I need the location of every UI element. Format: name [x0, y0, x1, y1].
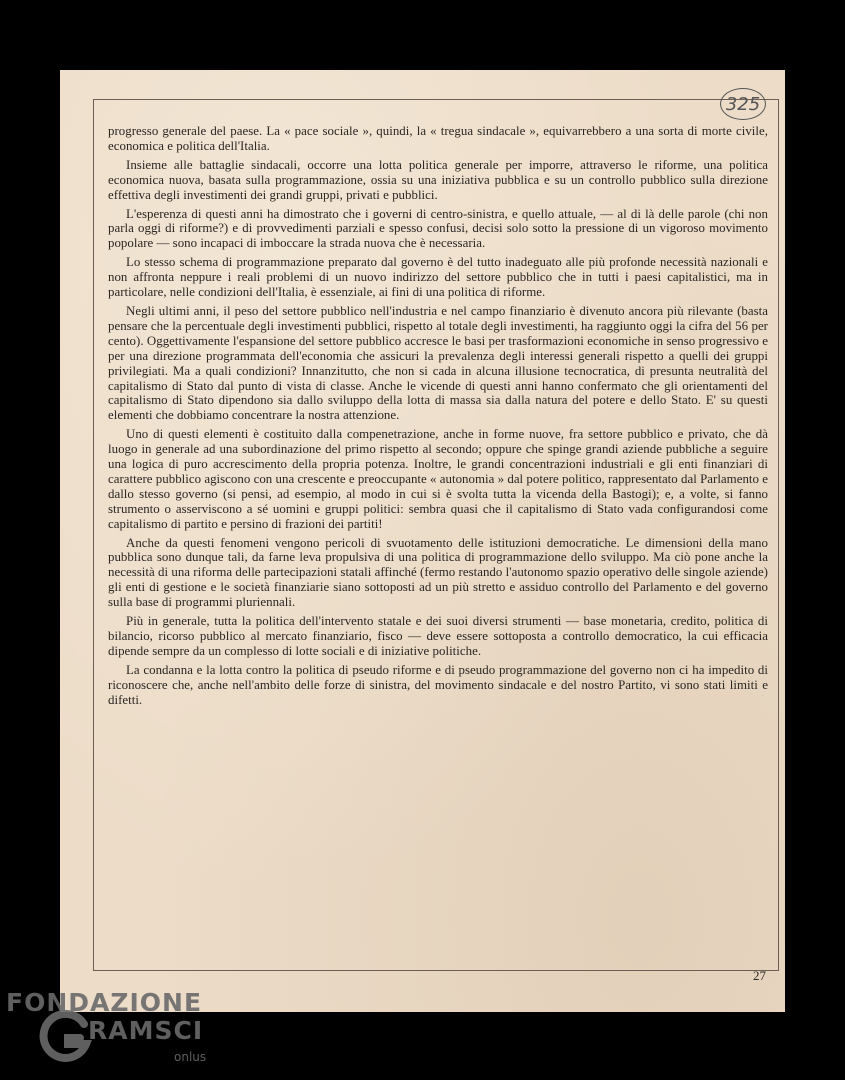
paragraph-7: Anche da questi fenomeni vengono pericoli di svuotamento delle istituzioni democratiche. Le dimensioni della mano pubblica sono dunque tali, da farne leva propulsiva di una politica di programmazione dello sviluppo. Ma ciò pone anche la necessità di una riforma delle partecipazioni statali affinché (fermo restando l'autonomo spazio operativo delle singole aziende) gli enti di gestione e le società finanziarie siano sottoposti ad un più stretto e assiduo controllo del Parlamento e del governo sulla base di programmi pluriennali.: [108, 535, 768, 610]
paragraph-1: progresso generale del paese. La « pace sociale », quindi, la « tregua sindacale », equivarrebbero a una sorta di morte civile, economica e politica dell'Italia.: [108, 124, 768, 153]
paragraph-2: Insieme alle battaglie sindacali, occorre una lotta politica generale per imporre, attraverso le riforme, una politica economica nuova, basata sulla programmazione, ossia su una iniziativa pubblica e su un controllo pubblico sulla direzione effettiva degli investimenti dei grandi gruppi, privati e pubblici.: [108, 157, 768, 202]
watermark-line-1: FONDAZIONE: [6, 988, 203, 1017]
gramsci-g-logo-icon: [38, 1010, 94, 1066]
watermark-line-2: RAMSCI: [88, 1016, 204, 1045]
paragraph-5: Negli ultimi anni, il peso del settore pubblico nell'industria e nel campo finanziario è divenuto ancora più rilevante (basta pensare che la percentuale degli investimenti pubblici, rispetto al totale degli investimenti, ha raggiunto oggi la cifra del 56 per cento). Oggettivamente l'espansione del settore pubblico accresce le basi per trasformazioni economiche in senso progressivo e per una direzione programmata dell'economia che assicuri la prevalenza degli interessi generali rispetto a quelli dei gruppi privilegiati. Ma a quali condizioni? Innanzitutto, che non si cada in alcuna illusione tecnocratica, di presunta neutralità del capitalismo di Stato dal punto di vista di classe. Anche le vicende di questi anni hanno confermato che gli orientamenti del capitalismo di Stato dipendono sia dallo sviluppo della lotta di massa sia dalla natura del potere e dello Stato. E' su questi elementi che dobbiamo concentrare la nostra attenzione.: [108, 303, 768, 423]
watermark-line-3: onlus: [174, 1050, 207, 1064]
scanned-page: [60, 70, 785, 1012]
paragraph-6: Uno di questi elementi è costituito dalla compenetrazione, anche in forme nuove, fra settore pubblico e privato, che dà luogo in generale ad una subordinazione del primo rispetto al secondo; oppure che spinge grandi aziende pubbliche a seguire una logica di puro accrescimento della propria potenza. Inoltre, le grandi concentrazioni industriali e gli enti finanziari di carattere pubblico agiscono con una crescente e preoccupante « autonomia » dal potere politico, rappresentato dal Parlamento e dallo stesso governo (si pensi, ad esempio, al modo in cui si è svolta tutta la vicenda della Bastogi); e, a volte, si fanno strumento o asserviscono a sé uomini e gruppi politici: sembra quasi che il capitalismo di Stato vada configurandosi come capitalismo di partito e persino di frazioni dei partiti!: [108, 427, 768, 531]
paragraph-4: Lo stesso schema di programmazione preparato dal governo è del tutto inadeguato alle più profonde necessità nazionali e non affronta neppure i reali problemi di un nuovo indirizzo del settore pubblico che in tutti i paesi capitalistici, ma in particolare, nelle condizioni dell'Italia, è essenziale, ai fini di una politica di riforme.: [108, 255, 768, 300]
fondazione-gramsci-watermark: [6, 984, 226, 1080]
body-text: [108, 124, 768, 712]
paragraph-9: La condanna e la lotta contro la politica di pseudo riforme e di pseudo programmazione del governo non ci ha impedito di riconoscere che, anche nell'ambito delle forze di sinistra, del movimento sindacale e del nostro Partito, vi sono stati limiti e difetti.: [108, 662, 768, 707]
paragraph-8: Più in generale, tutta la politica dell'intervento statale e dei suoi diversi strumenti — base monetaria, credito, politica di bilancio, ricorso pubblico al mercato finanziario, fisco — deve essere sottoposta a controllo democratico, la cui efficacia dipende sempre da un complesso di lotte sociali e di iniziative politiche.: [108, 614, 768, 658]
paragraph-3: L'esperenza di questi anni ha dimostrato che i governi di centro-sinistra, e quello attuale, — al di là delle parole (chi non parla oggi di riforme?) e di provvedimenti parziali e spesso confusi, decisi solo sotto la pressione di un vigoroso movimento popolare — sono incapaci di imboccare la strada nuova che è necessaria.: [108, 206, 768, 251]
archive-number-stamp: 325: [720, 88, 766, 120]
page-number: 27: [753, 968, 766, 983]
